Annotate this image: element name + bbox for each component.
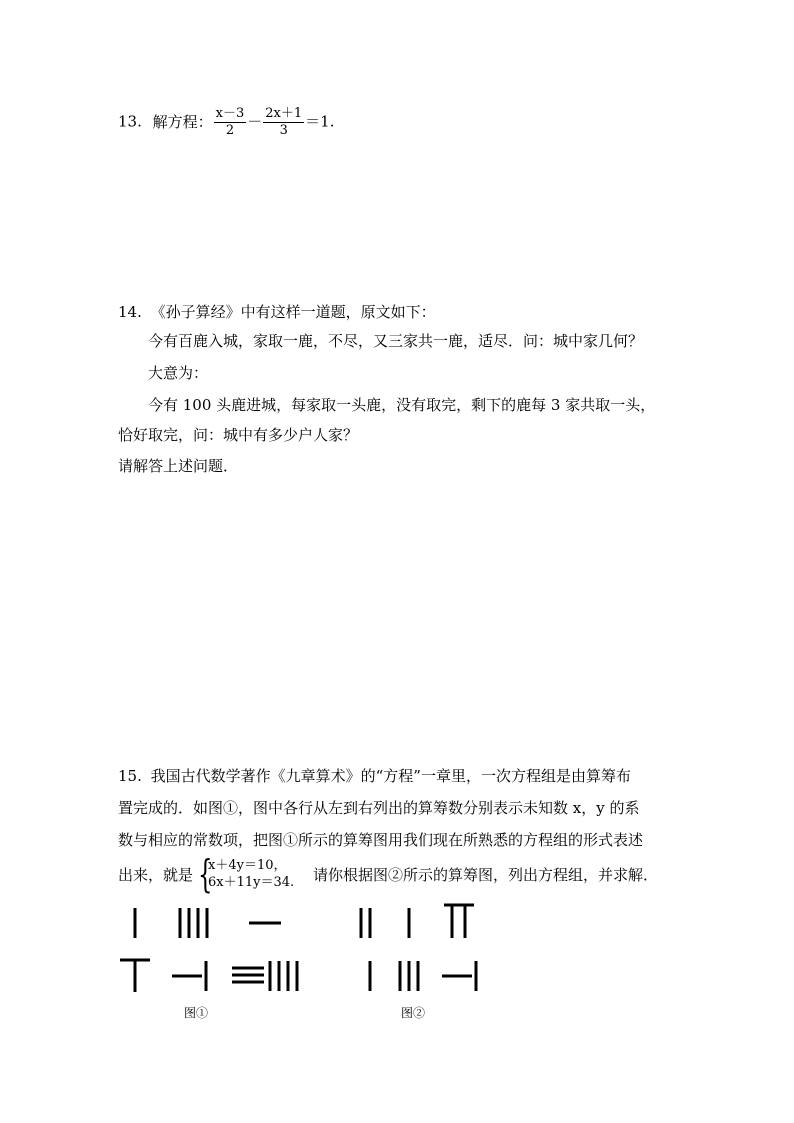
q13-number: 13. xyxy=(118,112,142,131)
fig1-row2-rod-34 xyxy=(232,961,297,991)
q14-number: 14. xyxy=(118,303,142,321)
q13-frac2-denominator: 3 xyxy=(279,123,288,138)
fig2-row1-rod-7 xyxy=(444,905,474,938)
figure-2-caption: 图② xyxy=(401,1006,426,1020)
q14-original-text: 今有百鹿入城，家取一鹿，不尽，又三家共一鹿，适尽．问：城中家几何？ xyxy=(148,332,644,350)
q15-text-line2: 置完成的．如图①，图中各行从左到右列出的算筹数分别表示未知数 x，y 的系 xyxy=(118,799,640,817)
q15-number: 15. xyxy=(118,767,142,785)
q13-suffix: ＝1. xyxy=(305,112,335,131)
q15-text-line1: 我国古代数学著作《九章算术》的“方程”一章里，一次方程组是由算筹布 xyxy=(150,767,631,785)
fig1-row1-rod-4 xyxy=(180,908,207,938)
q14-meaning-line1: 今有 100 头鹿进城，每家取一头鹿，没有取完，剩下的鹿每 3 家共取一头， xyxy=(148,396,656,414)
q14-intro: 《孙子算经》中有这样一道题，原文如下： xyxy=(150,303,436,321)
q14-meaning-label: 大意为： xyxy=(148,364,209,382)
q14-instruction: 请解答上述问题． xyxy=(118,457,239,475)
q15-text-line4-suffix: 请你根据图②所示的算筹图，列出方程组，并求解． xyxy=(313,866,659,884)
fig1-row2-rod-11 xyxy=(172,961,206,991)
fig1-row2-rod-6 xyxy=(120,960,150,992)
fig2-row2-rod-3 xyxy=(400,961,418,991)
equation-2: 6x＋11y＝34. xyxy=(208,875,295,890)
q14-meaning-line2: 恰好取完，问：城中有多少户人家？ xyxy=(118,426,359,444)
q13-frac1-numerator: x－3 xyxy=(215,106,245,121)
q13-prefix: 解方程： xyxy=(152,112,213,131)
q15-text-line3: 数与相应的常数项，把图①所示的算筹图用我们现在所熟悉的方程组的形式表述 xyxy=(118,831,644,849)
figure-1-caption: 图① xyxy=(184,1006,209,1020)
q15-text-line4-prefix: 出来，就是 xyxy=(118,866,194,884)
equation-1: x＋4y＝10， xyxy=(208,858,287,873)
q13-frac1-denominator: 2 xyxy=(225,123,235,138)
q13-minus: － xyxy=(247,112,263,131)
fig2-row2-rod-11 xyxy=(442,961,476,991)
left-brace: { xyxy=(198,852,213,896)
q13-frac2-numerator: 2x＋1 xyxy=(265,106,303,121)
fig2-row1-rod-2 xyxy=(361,908,370,938)
